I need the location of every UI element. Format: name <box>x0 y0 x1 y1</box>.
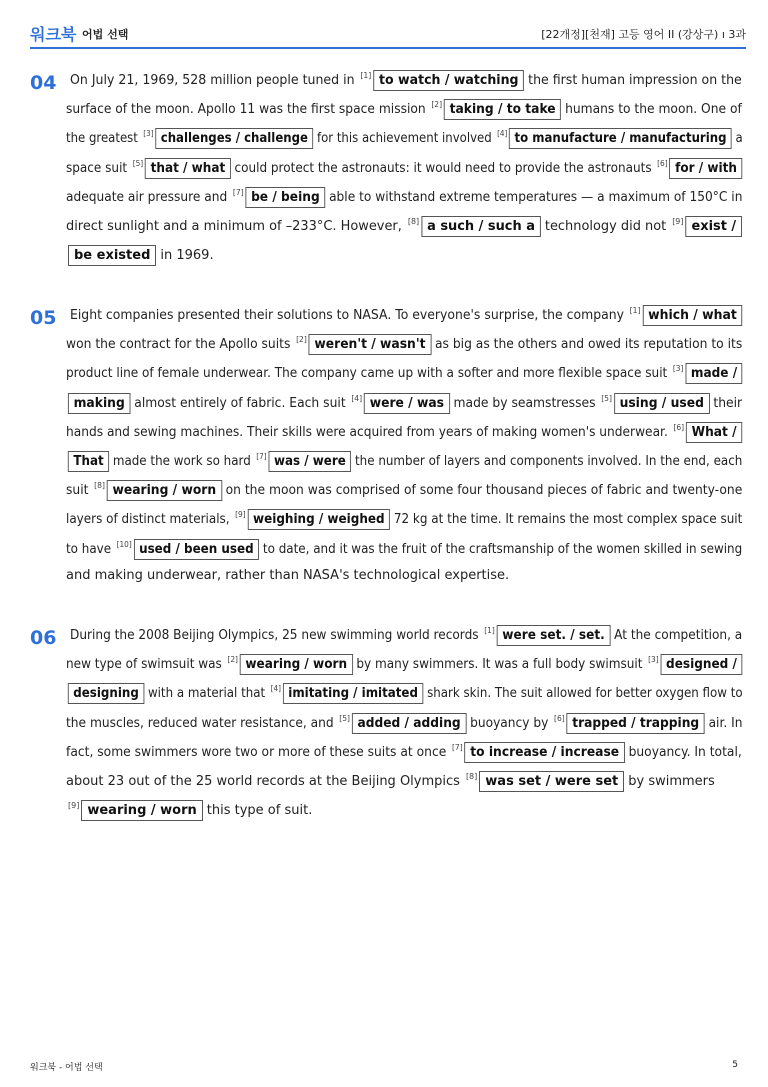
passage-line <box>66 363 746 384</box>
passage-text: hands and sewing machines. Their skills were acquired from years of making women's underwear. <box>66 424 668 440</box>
passage-line <box>66 128 746 149</box>
choice-box[interactable]: were set. / set. <box>497 625 611 646</box>
passage-text: At the competition, a <box>614 628 743 643</box>
page-number: 5 <box>732 1060 738 1070</box>
passage-line <box>66 480 746 501</box>
blank-marker: [1] <box>629 306 641 315</box>
passage-text: direct sunlight and a minimum of –233°C. However, <box>66 219 402 234</box>
passage-line <box>70 305 746 326</box>
choice-box[interactable]: designing <box>68 683 144 704</box>
blank-marker: [7] <box>256 452 267 461</box>
passage-text: to date, and it was the fruit of the craftsmanship of the women skilled in sewing <box>262 541 743 557</box>
passage-text: 72 kg at the time. It remains the most complex space suit <box>393 512 743 528</box>
choice-box[interactable]: were / was <box>364 393 450 414</box>
choice-box[interactable]: wearing / worn <box>107 480 222 501</box>
passage-text: could protect the astronauts: it would need to provide the astronauts <box>234 160 652 176</box>
choice-box[interactable]: to increase / increase <box>465 742 625 763</box>
passage-line <box>70 70 746 91</box>
blank-marker: [5] <box>132 158 144 168</box>
blank-marker: [3] <box>648 655 659 665</box>
passage-line <box>70 625 746 646</box>
passage-text: this type of suit. <box>206 803 313 819</box>
passage-text: and making underwear, rather than NASA's technological expertise. <box>66 567 510 583</box>
blank-marker: [2] <box>227 655 238 665</box>
choice-box[interactable]: trapped / trapping <box>567 713 705 734</box>
passage-text: almost entirely of fabric. Each suit <box>134 395 346 411</box>
passage-line <box>66 539 746 560</box>
passage-line <box>66 509 746 530</box>
choice-box[interactable]: which / what <box>642 305 742 326</box>
choice-box[interactable]: be / being <box>245 187 325 208</box>
blank-marker: [3] <box>672 364 684 374</box>
choice-box[interactable]: exist / <box>685 216 742 237</box>
passage-text: new type of swimsuit was <box>66 657 222 673</box>
passage-text: the number of layers and components involved. In the end, each <box>354 454 743 469</box>
blank-marker: [7] <box>232 187 244 197</box>
blank-marker: [4] <box>497 129 508 139</box>
choice-box[interactable]: made / <box>685 363 742 384</box>
passage-line <box>66 99 746 120</box>
blank-marker: [6] <box>657 158 668 168</box>
passage-text: fact, some swimmers wore two or more of these suits at once <box>66 744 447 760</box>
blank-marker: [9] <box>68 801 80 811</box>
choice-box[interactable]: using / used <box>614 393 710 414</box>
passage-text: technology did not <box>544 219 667 234</box>
passage-text: humans to the moon. One of <box>565 102 742 118</box>
passage-text: in 1969. <box>160 248 214 264</box>
passage-text: surface of the moon. Apollo 11 was the first space mission <box>66 102 426 118</box>
passage-line <box>66 422 746 443</box>
passage-text: made the work so hard <box>112 454 251 469</box>
header-divider <box>30 47 746 49</box>
passage-line <box>66 451 746 472</box>
passage-line <box>66 683 746 704</box>
blank-marker: [9] <box>235 510 246 520</box>
passage-line <box>66 158 746 179</box>
passage-line <box>66 713 746 734</box>
blank-marker: [7] <box>451 742 463 752</box>
choice-box[interactable]: wearing / worn <box>81 800 202 821</box>
passage-text: space suit <box>66 160 128 176</box>
choice-box[interactable]: weighing / weighed <box>247 509 390 530</box>
passage-text: won the contract for the Apollo suits <box>66 337 291 353</box>
choice-box[interactable]: used / been used <box>134 539 260 560</box>
blank-marker: [2] <box>431 100 443 110</box>
blank-marker: [10] <box>116 539 132 549</box>
choice-box[interactable]: was / were <box>268 451 351 472</box>
passage-text: Eight companies presented their solutions to NASA. To everyone's surprise, the company <box>70 308 624 323</box>
blank-marker: [9] <box>672 217 684 226</box>
question-number: 06 <box>30 627 57 649</box>
passage-text: on the moon was comprised of some four thousand pieces of fabric and twenty-one <box>225 483 743 499</box>
passage-text: During the 2008 Beijing Olympics, 25 new swimming world records <box>70 628 479 643</box>
passage-text: a <box>735 131 743 147</box>
passage-text: adequate air pressure and <box>66 189 228 205</box>
passage-text: layers of distinct materials, <box>66 512 230 528</box>
passage-text: about 23 out of the 25 world records at the Beijing Olympics <box>66 774 460 789</box>
blank-marker: [5] <box>601 393 612 403</box>
passage-text: the first human impression on the <box>528 73 742 88</box>
choice-box[interactable]: taking / to take <box>444 99 561 120</box>
passage-text: buoyancy by <box>470 715 549 731</box>
passage-text: to have <box>66 541 112 557</box>
page-subject: 어법 선택 <box>82 28 129 41</box>
choice-box[interactable]: a such / such a <box>421 216 541 237</box>
passage-line <box>66 216 746 237</box>
passage-text: for this achievement involved <box>316 131 492 147</box>
choice-box[interactable]: was set / were set <box>479 771 624 792</box>
passage-text: their <box>713 395 743 411</box>
passage-line <box>66 334 746 355</box>
choice-box[interactable]: for / with <box>670 158 743 179</box>
course-title: [22개정][천재] 고등 영어 II (강상구) ı 3과 <box>541 28 746 41</box>
passage-text: able to withstand extreme temperatures — a maximum of 150°C in <box>329 189 743 205</box>
passage-text: shark skin. The suit allowed for better oxygen flow to <box>427 686 743 702</box>
question-number: 04 <box>30 72 57 94</box>
passage-text: by swimmers <box>628 774 715 789</box>
passage-text: by many swimmers. It was a full body swimsuit <box>356 657 643 673</box>
choice-box[interactable]: weren't / wasn't <box>309 334 431 355</box>
passage-text: the muscles, reduced water resistance, and <box>66 715 334 731</box>
passage-line <box>66 800 316 821</box>
choice-box[interactable]: be existed <box>68 245 156 266</box>
passage-text: On July 21, 1969, 528 million people tuned in <box>70 73 355 88</box>
passage-text: air. In <box>708 715 743 731</box>
choice-box[interactable]: making <box>68 393 131 414</box>
question-number: 05 <box>30 307 57 329</box>
choice-box[interactable]: That <box>68 451 109 472</box>
blank-marker: [2] <box>296 335 307 345</box>
passage-text: with a material that <box>147 686 266 702</box>
blank-marker: [4] <box>270 684 281 694</box>
choice-box[interactable]: imitating / imitated <box>283 683 424 704</box>
blank-marker: [1] <box>484 626 495 635</box>
choice-box[interactable]: to manufacture / manufacturing <box>509 128 732 149</box>
choice-box[interactable]: to watch / watching <box>373 70 524 91</box>
choice-box[interactable]: wearing / worn <box>240 654 353 675</box>
blank-marker: [8] <box>407 217 420 226</box>
passage-line <box>66 568 513 583</box>
blank-marker: [6] <box>673 422 685 432</box>
choice-box[interactable]: What / <box>686 422 742 443</box>
blank-marker: [1] <box>360 71 372 80</box>
passage-line <box>66 187 746 208</box>
choice-box[interactable]: designed / <box>660 654 742 675</box>
blank-marker: [6] <box>554 713 565 723</box>
passage-line <box>66 771 719 792</box>
passage-text: the greatest <box>66 131 138 147</box>
passage-text: as big as the others and owed its reputation to its <box>434 337 743 353</box>
passage-text: made by seamstresses <box>453 395 596 411</box>
footer-label: 워크북 - 어법 선택 <box>30 1063 103 1073</box>
passage-line <box>66 654 746 675</box>
blank-marker: [5] <box>339 713 350 723</box>
passage-text: suit <box>66 483 89 499</box>
passage-text: product line of female underwear. The company came up with a softer and more flexible space suit <box>66 366 668 382</box>
workbook-logo: 워크북 <box>30 25 77 44</box>
choice-box[interactable]: that / what <box>145 158 231 179</box>
choice-box[interactable]: challenges / challenge <box>155 128 313 149</box>
blank-marker: [8] <box>465 772 478 781</box>
passage-line <box>66 245 218 266</box>
passage-line <box>66 393 746 414</box>
page-header <box>30 22 746 48</box>
blank-marker: [8] <box>94 481 105 491</box>
passage-text: buoyancy. In total, <box>628 744 742 760</box>
blank-marker: [3] <box>143 129 154 139</box>
choice-box[interactable]: added / adding <box>352 713 466 734</box>
passage-line <box>66 742 746 763</box>
blank-marker: [4] <box>351 393 363 403</box>
